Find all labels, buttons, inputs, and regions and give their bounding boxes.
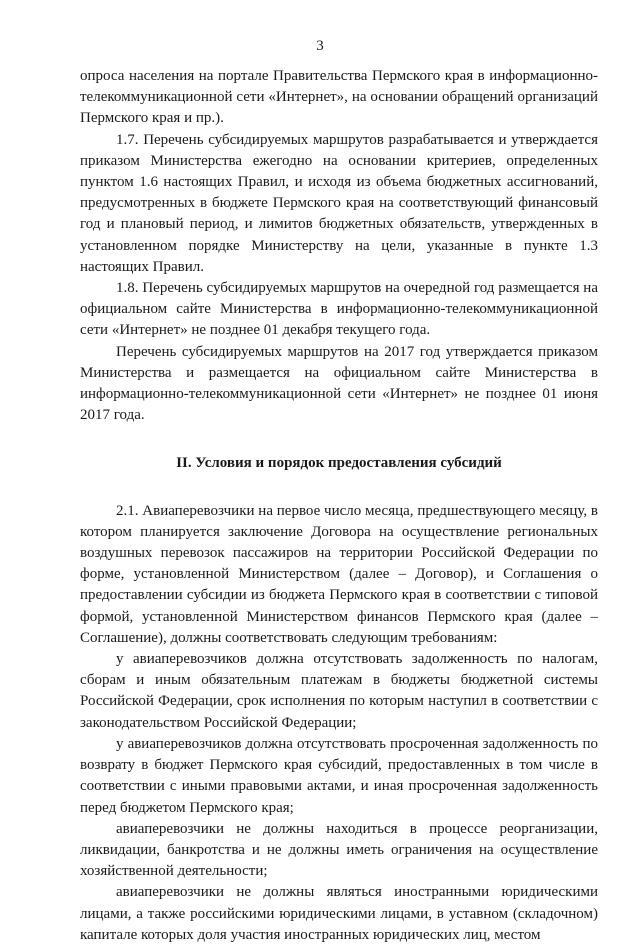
paragraph-list-2017: Перечень субсидируемых маршрутов на 2017 год утверждается приказом Министерства и размещается на официальном сайте Министерства в информационно-телекоммуникационной сети «Интернет» не позднее 01 июня 2017 года. (80, 343, 598, 424)
paragraph-continuation: опроса населения на портале Правительства Пермского края в информационно-телекоммуникационной сети «Интернет», на основании обращений организаций Пермского края и пр.). (80, 68, 598, 127)
requirement-reorganization: авиаперевозчики не должны находиться в процессе реорганизации, ликвидации, банкротства и не должны иметь ограничения на осуществление хозяйственной деятельности; (80, 820, 598, 880)
requirement-foreign-entities: авиаперевозчики не должны являться иностранными юридическими лицами, а также российскими юридическими лицами, в уставном (складочном) капитале которых доля участия иностранных юридических лиц, местом (80, 884, 598, 943)
requirement-budget-debt: у авиаперевозчиков должна отсутствовать просроченная задолженность по возврату в бюджет Пермского края субсидий, предоставленных в том числе в соответствии с иными правовыми актами, и иная просроченная задолженность перед бюджетом Пермского края; (80, 735, 598, 816)
document-body (80, 66, 598, 946)
spacer (80, 475, 598, 501)
page-number: 3 (316, 38, 324, 54)
paragraph-2-1: 2.1. Авиаперевозчики на первое число месяца, предшествующего месяцу, в котором планируется заключение Договора на осуществление региональных воздушных перевозок пассажиров на территории Российской Федерации по форме, установленной Министерством (далее – Договор), и Соглашения о предоставлении субсидии из бюджета Пермского края в соответствии с типовой формой, установленной Министерством финансов Пермского края (далее – Соглашение), должны соответствовать следующим требованиям: (80, 502, 598, 646)
paragraph-1-8: 1.8. Перечень субсидируемых маршрутов на очередной год размещается на официальном сайте Министерства в информационно-телекоммуникационной сети «Интернет» не позднее 01 декабря текущего года. (80, 280, 598, 339)
paragraph-1-7: 1.7. Перечень субсидируемых маршрутов разрабатывается и утверждается приказом Министерства ежегодно на основании критериев, определенных пунктом 1.6 настоящих Правил, и исходя из объема бюджетных ассигнований, предусмотренных в бюджете Пермского края на соответствующий финансовый год и плановый период, и лимитов бюджетных обязательств, утвержденных в установленном порядке Министерству на цели, указанные в пункте 1.3 настоящих Правил. (80, 131, 598, 275)
requirement-tax-debt: у авиаперевозчиков должна отсутствовать задолженность по налогам, сборам и иным обязательным платежам в бюджеты бюджетной системы Российской Федерации, срок исполнения по которым наступил в соответствии с законодательством Российской Федерации; (80, 651, 598, 731)
spacer (80, 426, 598, 453)
section-heading: II. Условия и порядок предоставления субсидий (176, 455, 502, 472)
